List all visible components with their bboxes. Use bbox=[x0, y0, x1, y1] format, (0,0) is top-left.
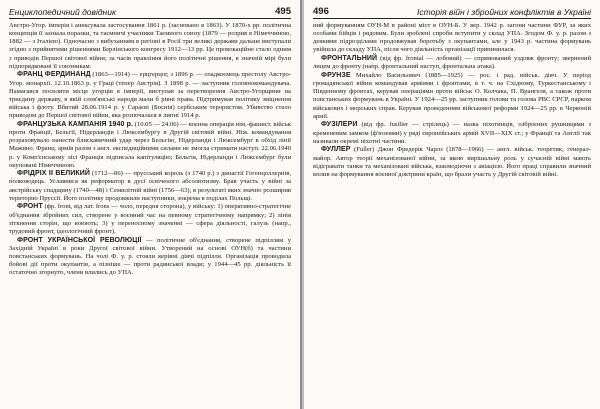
entry-frunze bbox=[313, 72, 591, 121]
entry-french-campaign bbox=[9, 121, 291, 170]
right-page-header bbox=[313, 4, 591, 19]
book-gutter bbox=[300, 0, 302, 409]
entry-body: (від фр. fusilier — стрілець) — назва піхотинців, озброєних рушницями з кременевим замком (ф'юзеями) у ряді європейських армій XVII—XIX ст.; у Франції та Англії так називали окремі піхотні частини. bbox=[313, 121, 592, 145]
right-header-title: Історія війн і збройних конфліктів в Україні bbox=[417, 7, 592, 17]
right-page-number: 496 bbox=[313, 6, 329, 17]
entry-front bbox=[9, 203, 291, 236]
entry-front-ukrainian-revolution bbox=[9, 237, 291, 278]
paragraph: ний формуванням ОУН-М в районі міст в ОУН-Б. У вер. 1942 р. загони частини ФУР, за яких особами бійців і рядовим. Були зроблені спроби вступити у склад УПА. Згодом Ф. у. р. разом з деякими підрозділами продовжував боротьбу з окупантами, але у 1943 р. частина формувань увійшла до складу УПА, після чого діяльність організації припинилася. bbox=[313, 22, 592, 54]
paragraph: Австро-Угор. імперія і анексувала застосування 1861 р. (засновано в 1863). У 1870-х рр. політична концепція її зазнала поразки, та таємничі учасники Таємного союзу (1879 — розрив в Німеччиною, 1882 — з Італією). Одночасно з вибуханням в регіоні в Росії три великі держави дальше виступали згідно з прийнятими рішеннями Берлінського конгресу 1912—13 рр. Це провокаційне стало одним з приводів Першої світової війни; за часів правління його політичні рішення, в значній мірі були підпорядковані її союзникам. bbox=[9, 22, 291, 70]
right-page bbox=[304, 0, 600, 409]
entry-heading: ФРАНЦУЗЬКА КАМПАНІЯ 1940 р. bbox=[17, 120, 134, 128]
entry-body: (1863—1914) — ерцгерцог, з 1896 р. — спадкоємець престолу Австро-Угор. монархії. 12.10.1863 р. у Граці (тепер Австрія). З 1898 р. — заступник головнокомандувача. Намагався посилити місце угорців в імперії, виступав за перетворення Австро-Угорщини на триєдину державу, в якій слов'янські народи мали б рівні права. Підтримував політику зміцнення війська і флоту. Вбитий 28.06.1914 р. у Сараєві (Боснія) сербським терористом. Убивство стало приводом до Першої світової війни, яка розпочалася в липні 1914 р. bbox=[9, 71, 291, 120]
entry-body: — політичне об'єднання, створене підпіллям у Західній Україні в роки Другої світової війни. Утворений на основі ОУН(б) та частини повстанських формувань. На чолі Ф. у. р. стояли керівні діячі підпілля. Організація проводила бойові дії проти окупантів, а пізніше — проти радянської влади; у 1944—45 рр. діяльність її остаточно згорнуто, члени влились до УПА. bbox=[9, 236, 291, 277]
entry-heading: ФРОНТ УКРАЇНСЬКОЇ РЕВОЛЮЦІЇ bbox=[17, 236, 142, 244]
entry-body: (Fuller) Джон Фредерік Чарлз (1878—1966) — англ. військ. теоретик, генерал-майор. Автор теорії механізованої війни, за якою вирішальну роль у сучасній війні мають відігравати танки та механізовані війська, взаємодіючи з авіацією. Його праці справили значний вплив на формування воєнної доктрини країн, що брали участь у Другій світовій війні. bbox=[313, 146, 592, 178]
entry-heading: ФРОНТАЛЬНИЙ bbox=[321, 55, 378, 63]
entry-heading: ФРІДРІХ II ВЕЛИКИЙ bbox=[17, 170, 91, 178]
left-page-number: 495 bbox=[275, 6, 291, 17]
entry-heading: ФУЛЛЕР bbox=[321, 146, 351, 154]
entry-fuller bbox=[313, 146, 591, 179]
right-page-text bbox=[313, 22, 591, 405]
entry-heading: ФУЗІЛЕРИ bbox=[321, 121, 358, 129]
entry-body: (10.05 — 24.06) — воєнна операція нім.-фашист. військ проти Франції, Бельгії, Нідерландів і Люксембургу в Другій світовій війні. Нім. командування розраховувало нанести блискавичний удар через Бельгію, Нідерланди і Люксембург в обхід лінії Мажино. Франц. армія разом з англ. експедиційними силами не змогла стримати наступ. 22.06.1940 р. у Комп'єнському лісі Франція підписала капітуляцію; Бельгія, Нідерланди і Люксембург були окуповані Німеччиною. bbox=[9, 120, 291, 169]
entry-body: (від фр. frontal — лобовий) — спрямований уздовж фронту; звернений лицем до фронту (напр. фронтальний наступ, фронтальна атака). bbox=[313, 55, 592, 71]
entry-body: (фр. front, від лат. frons — чоло, передня сторона), у війську: 1) оперативно-стратегічне об'єднання збройних сил, створене у воєнний час на певному стратегічному напрямку; 2) лінія зіткнення сторін, що воюють; 3) у переносному значенні — сфера діяльності, галузь (напр., трудовий фронт, ідеологічний фронт). bbox=[9, 203, 291, 235]
entry-frontal bbox=[313, 55, 591, 71]
entry-fusiliers bbox=[313, 121, 591, 145]
entry-heading: ФРОНТ bbox=[17, 203, 43, 211]
entry-franz-ferdinand bbox=[9, 71, 291, 120]
entry-body: Михайло Васильович (1885—1925) — рос. і рад. військ. діяч. У період громадянської війни командував арміями і фронтами, в т. ч. на Східному, Туркестанському і Південному фронтах, керував операціями проти військ О. Колчака, П. Врангеля, а також проти повстанських формувань в Україні. У 1924—25 рр. заступник голови та голова РВС СРСР, нарком військових і морських справ. Керував проведенням військової реформи 1924—25 рр. в Червоній армії. bbox=[313, 71, 592, 120]
entry-heading: ФРАНЦ ФЕРДИНАНД bbox=[17, 71, 91, 79]
left-header-title: Енциклопедичний довідник bbox=[9, 7, 116, 17]
left-page-text bbox=[9, 22, 291, 405]
entry-body: (1712—86) — прусський король (з 1740 р.) з династії Гогенцоллернів, полководець. Уславився як реформатор в дусі освіченого абсолютизму. Брав участь у війні за австрійську спадщину (1740—48) і Семилітній війні (1756—63), в результаті яких значно розширив територію Пруссії. Його політику продовжили наступники, зокрема в поділах Польщі. bbox=[9, 170, 291, 202]
entry-frederick-the-great bbox=[9, 170, 291, 203]
left-page-header bbox=[9, 4, 291, 19]
entry-heading: ФРУНЗЕ bbox=[321, 71, 351, 79]
